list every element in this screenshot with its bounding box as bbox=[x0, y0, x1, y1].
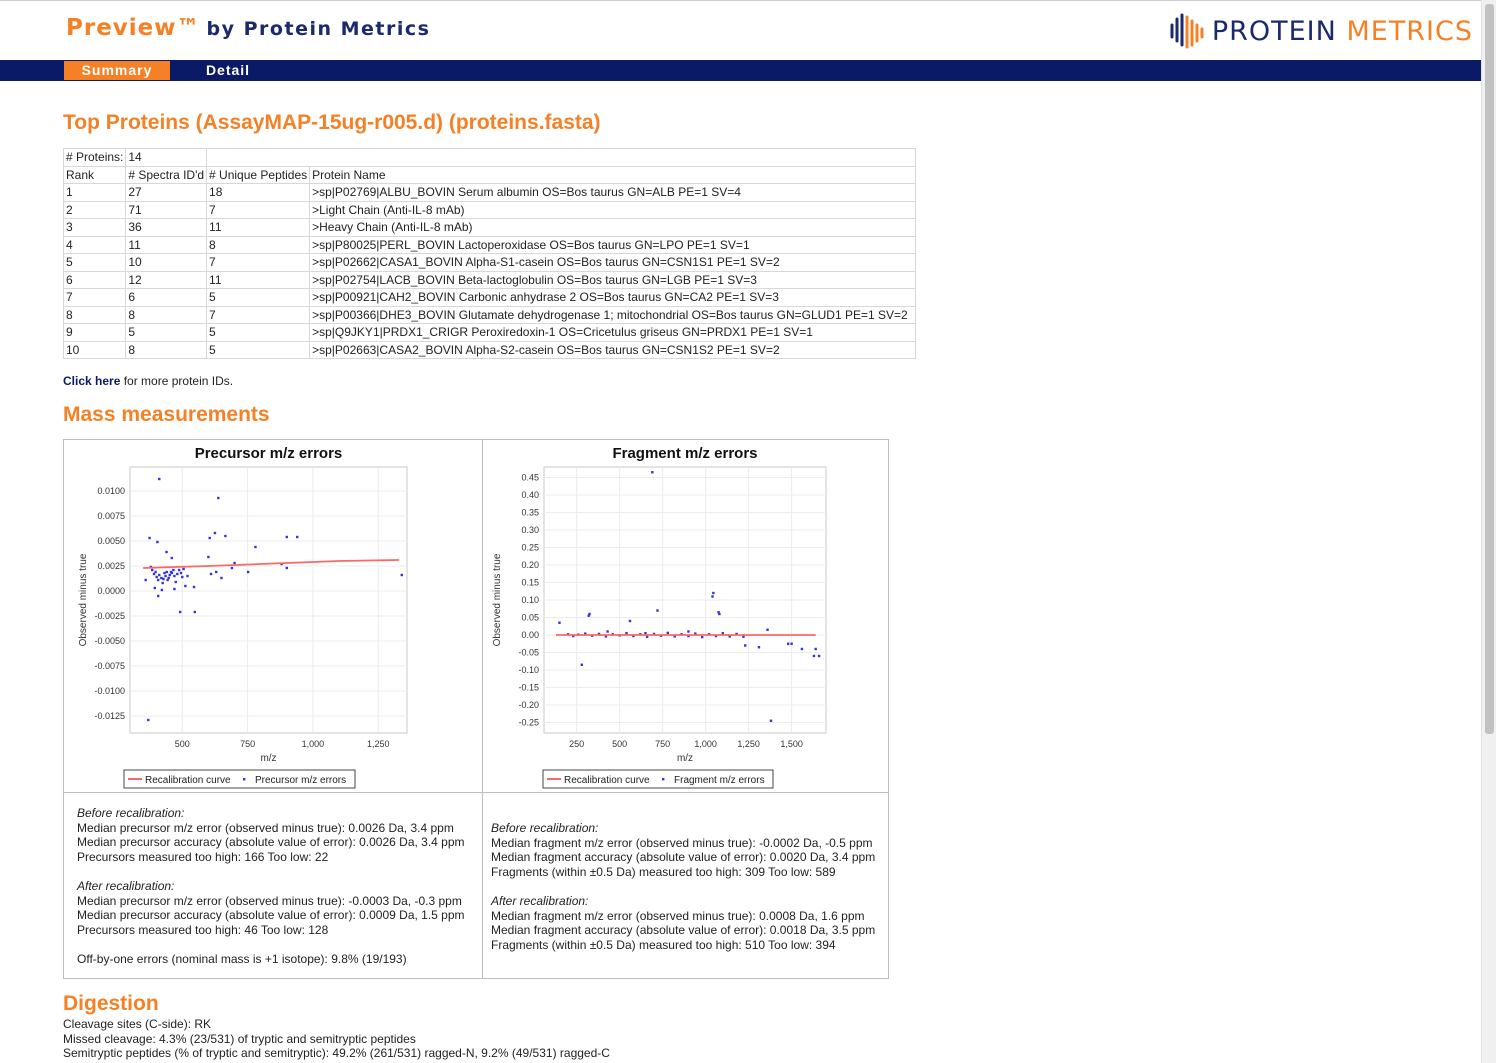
fragment-data-point bbox=[667, 632, 669, 634]
logo-text bbox=[1212, 16, 1473, 47]
fragment-data-point bbox=[722, 632, 724, 634]
fragment-before-line: Median fragment m/z error (observed minus true): -0.0002 Da, -0.5 ppm bbox=[491, 835, 873, 850]
precursor-data-point bbox=[160, 577, 162, 579]
protein-name-cell: >Light Chain (Anti-IL-8 mAb) bbox=[310, 201, 916, 219]
col-header-protein-name: Protein Name bbox=[310, 166, 916, 184]
precursor-data-point bbox=[296, 536, 298, 538]
precursor-data-point bbox=[286, 536, 288, 538]
rank-cell: 6 bbox=[64, 271, 126, 289]
protein-name-cell: >sp|P02663|CASA2_BOVIN Alpha-S2-casein OS=Bos taurus GN=CSN1S2 PE=1 SV=2 bbox=[310, 341, 916, 359]
page-scrollbar[interactable] bbox=[1481, 0, 1496, 1063]
unique-peptides-cell: 11 bbox=[207, 271, 310, 289]
fragment-data-point bbox=[766, 629, 768, 631]
precursor-y-tick-label: -0.0125 bbox=[94, 711, 125, 721]
fragment-data-point bbox=[581, 664, 583, 666]
precursor-chart bbox=[64, 440, 482, 792]
fragment-data-point bbox=[606, 630, 608, 632]
fragment-y-tick-label: -0.10 bbox=[518, 665, 539, 675]
table-row bbox=[64, 324, 916, 342]
precursor-x-tick-label: 500 bbox=[174, 739, 190, 749]
fragment-legend-points-label: Fragment m/z errors bbox=[674, 775, 765, 786]
fragment-data-point bbox=[644, 632, 646, 634]
precursor-before-line: Precursors measured too high: 166 Too low: 22 bbox=[77, 849, 329, 864]
precursor-y-tick-label: -0.0025 bbox=[94, 611, 125, 621]
precursor-data-point bbox=[171, 557, 173, 559]
fragment-y-axis-label: Observed minus true bbox=[492, 553, 503, 647]
precursor-data-point bbox=[164, 575, 166, 577]
fragment-x-tick-label: 250 bbox=[569, 739, 585, 749]
spectra-cell: 71 bbox=[126, 201, 207, 219]
precursor-data-point bbox=[165, 551, 167, 553]
precursor-data-point bbox=[178, 569, 180, 571]
unique-peptides-cell: 5 bbox=[207, 324, 310, 342]
protein-name-cell: >Heavy Chain (Anti-IL-8 mAb) bbox=[310, 219, 916, 237]
rank-cell: 5 bbox=[64, 254, 126, 272]
fragment-data-point bbox=[651, 471, 653, 473]
fragment-stats bbox=[491, 821, 887, 952]
precursor-y-tick-label: -0.0100 bbox=[94, 686, 125, 696]
fragment-y-tick-label: 0.10 bbox=[521, 595, 539, 605]
precursor-data-point bbox=[176, 573, 178, 575]
precursor-data-point bbox=[181, 576, 183, 578]
precursor-data-point bbox=[161, 589, 163, 591]
spectra-cell: 12 bbox=[126, 271, 207, 289]
proteins-count-label: # Proteins: bbox=[64, 149, 126, 167]
table-header-row bbox=[64, 166, 916, 184]
fragment-y-tick-label: -0.25 bbox=[518, 717, 539, 728]
unique-peptides-cell: 7 bbox=[207, 254, 310, 272]
more-proteins-note bbox=[63, 374, 233, 388]
precursor-y-tick-label: 0.0000 bbox=[97, 586, 125, 596]
fragment-y-tick-label: 0.45 bbox=[521, 472, 539, 483]
brand-title bbox=[66, 15, 430, 41]
col-header-rank: Rank bbox=[64, 166, 126, 184]
precursor-data-point bbox=[184, 585, 186, 587]
rank-cell: 10 bbox=[64, 341, 126, 359]
col-header-spectra: # Spectra ID'd bbox=[126, 166, 207, 184]
fragment-x-tick-label: 750 bbox=[655, 739, 671, 749]
fragment-data-point bbox=[711, 595, 713, 597]
fragment-x-tick-label: 1,500 bbox=[780, 739, 803, 749]
precursor-legend-curve-label: Recalibration curve bbox=[145, 775, 231, 786]
logo-text-metrics: METRICS bbox=[1346, 15, 1473, 47]
fragment-data-point bbox=[770, 720, 772, 722]
precursor-legend-points-label: Precursor m/z errors bbox=[255, 775, 347, 786]
fragment-after-line: Median fragment accuracy (absolute value of error): 0.0018 Da, 3.5 ppm bbox=[491, 923, 876, 938]
precursor-data-point bbox=[254, 546, 256, 548]
precursor-data-point bbox=[162, 578, 164, 580]
precursor-y-tick-label: -0.0050 bbox=[94, 636, 125, 646]
spectra-cell: 10 bbox=[126, 254, 207, 272]
precursor-data-point bbox=[151, 569, 153, 571]
table-row bbox=[64, 236, 916, 254]
precursor-data-point bbox=[214, 532, 216, 534]
protein-name-cell: >sp|P80025|PERL_BOVIN Lactoperoxidase OS=Bos taurus GN=LPO PE=1 SV=1 bbox=[310, 236, 916, 254]
spectra-cell: 36 bbox=[126, 219, 207, 237]
fragment-x-tick-label: 500 bbox=[612, 739, 628, 749]
digestion-details bbox=[63, 1017, 610, 1061]
fragment-data-point bbox=[646, 636, 648, 638]
rank-cell: 7 bbox=[64, 289, 126, 307]
table-row bbox=[64, 184, 916, 202]
protein-metrics-logo-icon bbox=[1166, 11, 1206, 51]
fragment-y-tick-label: 0.30 bbox=[521, 525, 539, 535]
rank-cell: 4 bbox=[64, 236, 126, 254]
rank-cell: 1 bbox=[64, 184, 126, 202]
protein-metrics-logo bbox=[1166, 11, 1473, 51]
tab-detail[interactable]: Detail bbox=[205, 62, 251, 78]
fragment-data-point bbox=[656, 609, 658, 611]
fragment-data-point bbox=[558, 622, 560, 624]
fragment-after-line: Fragments (within ±0.5 Da) measured too high: 510 Too low: 394 bbox=[491, 937, 836, 952]
precursor-x-tick-label: 750 bbox=[240, 739, 256, 749]
top-proteins-table bbox=[63, 148, 916, 359]
spectra-cell: 6 bbox=[126, 289, 207, 307]
protein-name-cell: >sp|P02662|CASA1_BOVIN Alpha-S1-casein OS=Bos taurus GN=CSN1S1 PE=1 SV=2 bbox=[310, 254, 916, 272]
precursor-data-point bbox=[172, 569, 174, 571]
fragment-y-tick-label: 0.00 bbox=[521, 630, 539, 640]
fragment-x-axis-label: m/z bbox=[676, 753, 694, 764]
precursor-data-point bbox=[179, 611, 181, 613]
precursor-data-point bbox=[186, 575, 188, 577]
fragment-data-point bbox=[814, 648, 816, 650]
precursor-data-point bbox=[286, 567, 288, 569]
spectra-cell: 8 bbox=[126, 306, 207, 324]
spectra-cell: 11 bbox=[126, 236, 207, 254]
precursor-data-point bbox=[175, 581, 177, 583]
precursor-y-tick-label: 0.0100 bbox=[97, 486, 125, 496]
fragment-y-tick-label: -0.15 bbox=[518, 682, 539, 693]
fragment-data-point bbox=[629, 620, 631, 622]
col-header-unique-peptides: # Unique Peptides bbox=[207, 166, 310, 184]
precursor-data-point bbox=[207, 556, 209, 558]
fragment-data-point bbox=[801, 648, 803, 650]
precursor-after-line: Precursors measured too high: 46 Too low: 128 bbox=[77, 922, 329, 937]
fragment-data-point bbox=[718, 613, 720, 615]
fragment-data-point bbox=[687, 630, 689, 632]
precursor-data-point bbox=[194, 611, 196, 613]
fragment-data-point bbox=[625, 632, 627, 634]
app-header bbox=[0, 0, 1481, 60]
fragment-legend-curve-label: Recalibration curve bbox=[564, 775, 650, 786]
fragment-y-tick-label: 0.20 bbox=[521, 560, 539, 570]
precursor-data-point bbox=[233, 562, 235, 564]
fragment-y-tick-label: -0.05 bbox=[518, 647, 539, 658]
digestion-title: Digestion bbox=[63, 992, 159, 1015]
precursor-data-point bbox=[217, 497, 219, 499]
precursor-data-point bbox=[210, 573, 212, 575]
fragment-data-point bbox=[758, 646, 760, 648]
precursor-data-point bbox=[166, 571, 168, 573]
precursor-data-point bbox=[161, 582, 163, 584]
fragment-chart-title: Fragment m/z errors bbox=[612, 445, 758, 462]
precursor-data-point bbox=[158, 478, 160, 480]
precursor-data-point bbox=[215, 571, 217, 573]
precursor-data-point bbox=[180, 572, 182, 574]
precursor-data-point bbox=[224, 535, 226, 537]
fragment-y-tick-label: 0.15 bbox=[521, 577, 539, 588]
missed-cleavage: Missed cleavage: 4.3% (23/531) of tryptic and semitryptic peptides bbox=[63, 1031, 416, 1046]
fragment-after-line: Median fragment m/z error (observed minus true): 0.0008 Da, 1.6 ppm bbox=[491, 908, 865, 923]
rank-cell: 8 bbox=[64, 306, 126, 324]
precursor-legend-points-swatch bbox=[243, 778, 245, 780]
proteins-count-value: 14 bbox=[126, 149, 207, 167]
precursor-data-point bbox=[156, 541, 158, 543]
table-row bbox=[64, 289, 916, 307]
click-here-link[interactable]: Click here bbox=[63, 374, 121, 388]
more-proteins-text: for more protein IDs. bbox=[120, 374, 234, 388]
precursor-y-tick-label: 0.0050 bbox=[97, 536, 125, 546]
fragment-y-tick-label: 0.40 bbox=[521, 490, 539, 500]
precursor-data-point bbox=[148, 537, 150, 539]
fragment-data-point bbox=[744, 644, 746, 646]
precursor-before-line: Median precursor accuracy (absolute value of error): 0.0026 Da, 3.4 ppm bbox=[77, 835, 465, 850]
fragment-y-tick-label: 0.35 bbox=[521, 507, 539, 518]
fragment-y-tick-label: -0.20 bbox=[518, 700, 539, 710]
fragment-x-tick-label: 1,250 bbox=[737, 739, 760, 749]
logo-text-protein: PROTEIN bbox=[1211, 15, 1337, 47]
table-row bbox=[64, 271, 916, 289]
spectra-cell: 8 bbox=[126, 341, 207, 359]
precursor-data-point bbox=[167, 577, 169, 579]
precursor-data-point bbox=[147, 719, 149, 721]
protein-name-cell: >sp|P00366|DHE3_BOVIN Glutamate dehydrogenase 1; mitochondrial OS=Bos taurus GN=GLUD1 PE=1 SV=2 bbox=[310, 306, 916, 324]
cleavage-sites: Cleavage sites (C-side): RK bbox=[63, 1017, 212, 1031]
precursor-data-point bbox=[193, 586, 195, 588]
precursor-before-line: Median precursor m/z error (observed minus true): 0.0026 Da, 3.4 ppm bbox=[77, 820, 454, 835]
tab-summary[interactable]: Summary bbox=[64, 61, 170, 80]
spectra-cell: 5 bbox=[126, 324, 207, 342]
precursor-data-point bbox=[158, 574, 160, 576]
table-row bbox=[64, 201, 916, 219]
unique-peptides-cell: 7 bbox=[207, 201, 310, 219]
precursor-data-point bbox=[157, 579, 159, 581]
fragment-before-title: Before recalibration: bbox=[491, 821, 599, 835]
fragment-chart bbox=[483, 440, 889, 792]
precursor-plot-area bbox=[130, 467, 407, 733]
precursor-data-point bbox=[173, 588, 175, 590]
precursor-x-tick-label: 1,250 bbox=[366, 739, 390, 749]
precursor-data-point bbox=[231, 567, 233, 569]
top-proteins-title: Top Proteins (AssayMAP-15ug-r005.d) (proteins.fasta) bbox=[63, 111, 601, 134]
unique-peptides-cell: 8 bbox=[207, 236, 310, 254]
mass-measurements-panel bbox=[63, 439, 889, 979]
brand-by: by Protein Metrics bbox=[206, 18, 431, 40]
unique-peptides-cell: 18 bbox=[207, 184, 310, 202]
fragment-data-point bbox=[712, 592, 714, 594]
precursor-data-point bbox=[171, 572, 173, 574]
precursor-data-point bbox=[154, 587, 156, 589]
nav-bar bbox=[0, 60, 1481, 81]
precursor-y-tick-label: 0.0075 bbox=[97, 511, 125, 521]
scrollbar-thumb[interactable] bbox=[1485, 4, 1494, 734]
precursor-y-tick-label: -0.0075 bbox=[94, 661, 125, 671]
fragment-data-point bbox=[787, 643, 789, 645]
precursor-data-point bbox=[169, 574, 171, 576]
table-row bbox=[64, 306, 916, 324]
fragment-y-tick-label: 0.25 bbox=[521, 542, 539, 553]
precursor-data-point bbox=[209, 537, 211, 539]
mass-measurements-title: Mass measurements bbox=[63, 403, 270, 426]
unique-peptides-cell: 5 bbox=[207, 289, 310, 307]
fragment-x-tick-label: 1,000 bbox=[694, 739, 717, 749]
precursor-before-title: Before recalibration: bbox=[77, 806, 185, 820]
fragment-data-point bbox=[742, 636, 744, 638]
precursor-x-axis-label: m/z bbox=[260, 753, 277, 764]
precursor-data-point bbox=[401, 574, 403, 576]
precursor-data-point bbox=[144, 579, 146, 581]
semitryptic-peptides: Semitryptic peptides (% of tryptic and semitryptic): 49.2% (261/531) ragged-N, 9.2% (49/531) ragged-C bbox=[63, 1046, 610, 1061]
fragment-y-tick-label: 0.05 bbox=[521, 612, 539, 623]
rank-cell: 3 bbox=[64, 219, 126, 237]
unique-peptides-cell: 11 bbox=[207, 219, 310, 237]
precursor-y-axis-label: Observed minus true bbox=[78, 553, 89, 647]
table-row bbox=[64, 341, 916, 359]
fragment-data-point bbox=[813, 655, 815, 657]
precursor-after-line: Median precursor m/z error (observed minus true): -0.0003 Da, -0.3 ppm bbox=[77, 893, 462, 908]
precursor-y-tick-label: 0.0025 bbox=[97, 561, 125, 571]
fragment-data-point bbox=[701, 636, 703, 638]
fragment-after-title: After recalibration: bbox=[491, 893, 589, 908]
brand-preview: Preview™ bbox=[66, 15, 201, 41]
precursor-data-point bbox=[155, 576, 157, 578]
unique-peptides-cell: 7 bbox=[207, 306, 310, 324]
protein-name-cell: >sp|P02769|ALBU_BOVIN Serum albumin OS=Bos taurus GN=ALB PE=1 SV=4 bbox=[310, 184, 916, 202]
off-by-one-errors: Off-by-one errors (nominal mass is +1 isotope): 9.8% (19/193) bbox=[77, 951, 407, 966]
precursor-chart-title: Precursor m/z errors bbox=[194, 445, 343, 462]
precursor-data-point bbox=[173, 575, 175, 577]
fragment-before-line: Fragments (within ±0.5 Da) measured too high: 309 Too low: 589 bbox=[491, 864, 836, 879]
proteins-count-row bbox=[64, 149, 916, 167]
unique-peptides-cell: 5 bbox=[207, 341, 310, 359]
rank-cell: 9 bbox=[64, 324, 126, 342]
precursor-data-point bbox=[220, 577, 222, 579]
precursor-data-point bbox=[154, 571, 156, 573]
protein-name-cell: >sp|Q9JKY1|PRDX1_CRIGR Peroxiredoxin-1 OS=Cricetulus griseus GN=PRDX1 PE=1 SV=1 bbox=[310, 324, 916, 342]
precursor-data-point bbox=[157, 595, 159, 597]
rank-cell: 2 bbox=[64, 201, 126, 219]
precursor-stats bbox=[77, 806, 477, 967]
fragment-legend-points-swatch bbox=[662, 778, 664, 780]
protein-name-cell: >sp|P00921|CAH2_BOVIN Carbonic anhydrase 2 OS=Bos taurus GN=CA2 PE=1 SV=3 bbox=[310, 289, 916, 307]
precursor-after-title: After recalibration: bbox=[77, 878, 175, 893]
fragment-data-point bbox=[790, 643, 792, 645]
precursor-after-line: Median precursor accuracy (absolute value of error): 0.0009 Da, 1.5 ppm bbox=[77, 908, 465, 923]
protein-name-cell: >sp|P02754|LACB_BOVIN Beta-lactoglobulin OS=Bos taurus GN=LGB PE=1 SV=3 bbox=[310, 271, 916, 289]
panel-divider-horizontal bbox=[64, 792, 888, 793]
proteins-count-spacer bbox=[207, 149, 916, 167]
spectra-cell: 27 bbox=[126, 184, 207, 202]
precursor-data-point bbox=[182, 568, 184, 570]
table-row bbox=[64, 219, 916, 237]
fragment-data-point bbox=[818, 655, 820, 657]
precursor-x-tick-label: 1,000 bbox=[301, 739, 325, 749]
table-row bbox=[64, 254, 916, 272]
precursor-data-point bbox=[247, 571, 249, 573]
fragment-before-line: Median fragment accuracy (absolute value of error): 0.0020 Da, 3.4 ppm bbox=[491, 850, 876, 865]
precursor-data-point bbox=[163, 572, 165, 574]
fragment-data-point bbox=[588, 613, 590, 615]
